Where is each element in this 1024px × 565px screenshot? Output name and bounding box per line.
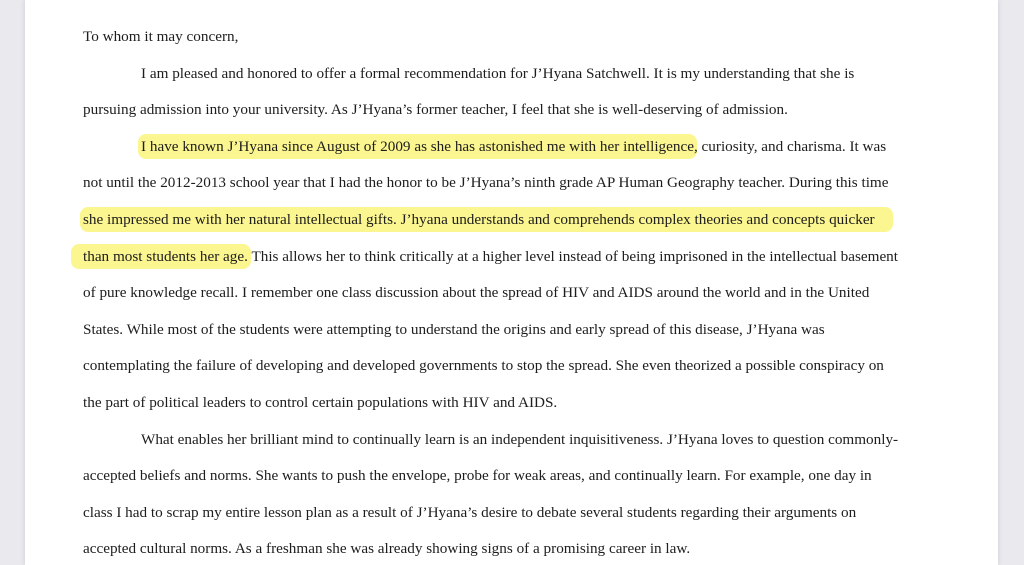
paragraph-2-line-4 <box>83 247 898 267</box>
paragraph-3-line-2: accepted beliefs and norms. She wants to push the envelope, probe for weak areas, and continually learn. For example, one day in <box>83 467 872 484</box>
paragraph-2-line-8: the part of political leaders to control certain populations with HIV and AIDS. <box>83 394 558 411</box>
plain-text: , curiosity, and charisma. It was <box>693 138 887 155</box>
salutation: To whom it may concern, <box>83 28 239 45</box>
paragraph-2-line-6: States. While most of the students were attempting to understand the origins and early spread of this disease, J’Hyana was <box>83 321 825 338</box>
paragraph-2-line-7: contemplating the failure of developing and developed governments to stop the spread. She even theorized a possible conspiracy on <box>83 357 884 374</box>
paragraph-1-line-1: I am pleased and honored to offer a formal recommendation for J’Hyana Satchwell. It is my understanding that she is <box>141 65 855 82</box>
plain-text: This allows her to think critically at a higher level instead of being imprisoned in the intellectual basement <box>247 248 898 265</box>
paragraph-2-line-3 <box>83 210 890 230</box>
paragraph-1-line-2: pursuing admission into your university. As J’Hyana’s former teacher, I feel that she is well-deserving of admission. <box>83 101 788 118</box>
paragraph-3-line-3: class I had to scrap my entire lesson plan as a result of J’Hyana’s desire to debate several students regarding their arguments on <box>83 504 857 521</box>
paragraph-2-line-2: not until the 2012-2013 school year that I had the honor to be J’Hyana’s ninth grade AP Human Geography teacher. During this time <box>83 174 889 191</box>
paragraph-3-line-1: What enables her brilliant mind to continually learn is an independent inquisitiveness. J’Hyana loves to question commonly- <box>141 431 899 448</box>
paragraph-3-line-4: accepted cultural norms. As a freshman she was already showing signs of a promising career in law. <box>83 540 691 557</box>
highlighted-text: she impressed me with her natural intellectual gifts. J’hyana understands and comprehends complex theories and concepts quicker <box>80 207 893 232</box>
document-page <box>25 0 998 565</box>
highlighted-text: I have known J’Hyana since August of 2009 as she has astonished me with her intelligence <box>138 134 697 159</box>
highlighted-text: than most students her age. <box>71 244 251 269</box>
paragraph-2-line-5: of pure knowledge recall. I remember one class discussion about the spread of HIV and AIDS around the world and in the United <box>83 284 870 301</box>
paragraph-2-line-1 <box>141 137 886 157</box>
